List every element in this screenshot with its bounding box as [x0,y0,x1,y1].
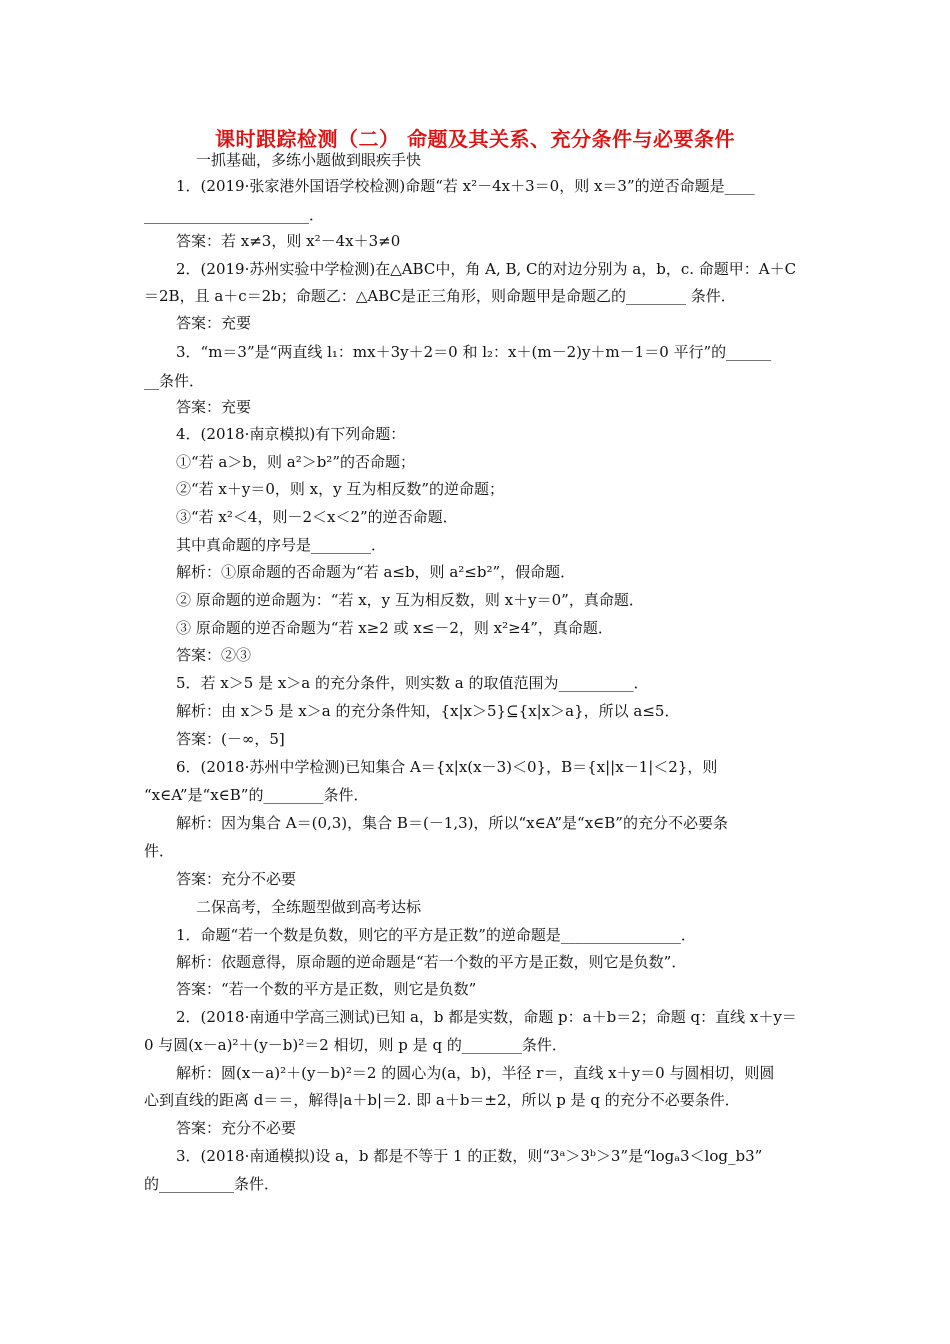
text-line: 解析：圆(x－a)²＋(y－b)²＝2 的圆心为(a，b)，半径 r＝，直线 x＋y＝0 与圆相切，则圆 [176,1064,775,1082]
text-line: 心到直线的距离 d＝＝，解得|a＋b|＝2. 即 a＋b＝±2，所以 p 是 q 的充分不必要条件． [144,1091,740,1109]
text-line: “x∈A”是“x∈B”的________条件． [144,786,369,804]
text-line: ③“若 x²＜4，则－2＜x＜2”的逆否命题． [176,508,458,526]
text-line: 答案：若 x≠3，则 x²－4x＋3≠0 [176,232,401,250]
text-line: 6．(2018·苏州中学检测)已知集合 A＝{x|x(x－3)＜0}，B＝{x||x－1|＜2}，则 [176,758,718,776]
text-line: 答案：充要 [176,314,252,332]
page-title: 课时跟踪检测（二） 命题及其关系、充分条件与必要条件 [215,127,735,151]
text-line: 0 与圆(x－a)²＋(y－b)²＝2 相切，则 p 是 q 的________条件． [144,1036,567,1054]
text-line: ＝2B，且 a＋c＝2b；命题乙：△ABC是正三角形，则命题甲是命题乙的________ 条件． [144,287,736,305]
text-line: 5．若 x＞5 是 x＞a 的充分条件，则实数 a 的取值范围为__________． [176,674,649,692]
text-line: 答案：“若一个数的平方是正数，则它是负数” [176,980,477,998]
text-line: ③ 原命题的逆否命题为“若 x≥2 或 x≤－2，则 x²≥4”，真命题． [176,619,613,637]
text-line: 1．(2019·张家港外国语学校检测)命题“若 x²－4x＋3＝0，则 x＝3”的逆否命题是____ [176,177,755,195]
text-line: 其中真命题的序号是________． [176,536,387,554]
text-line: 答案：充分不必要 [176,1119,297,1137]
text-line: 4．(2018·南京模拟)有下列命题： [176,425,406,443]
text-line: 答案：充分不必要 [176,870,297,888]
text-line: ② 原命题的逆命题为：“若 x，y 互为相反数，则 x＋y＝0”，真命题． [176,591,644,609]
text-line: 二保高考，全练题型做到高考达标 [196,898,422,916]
text-line: 2．(2018·南通中学高三测试)已知 a，b 都是实数，命题 p：a＋b＝2；命题 q：直线 x＋y＝ [176,1008,797,1026]
text-line: 答案：(－∞，5] [176,730,285,748]
text-line: 的__________条件． [144,1175,280,1193]
text-line: 解析：①原命题的否命题为“若 a≤b，则 a²≤b²”，假命题． [176,563,576,581]
text-line: __条件． [144,372,205,390]
text-line: 解析：依题意得，原命题的逆命题是“若一个数的平方是正数，则它是负数”． [176,953,687,971]
text-line: 件． [144,842,175,860]
text-line: 1．命题“若一个数是负数，则它的平方是正数”的逆命题是________________． [176,926,696,944]
text-line: 答案：充要 [176,398,252,416]
text-line: ______________________． [144,206,325,224]
text-line: ①“若 a＞b，则 a²＞b²”的否命题； [176,453,415,471]
text-line: ②“若 x＋y＝0，则 x，y 互为相反数”的逆命题； [176,480,505,498]
text-line: 3．(2018·南通模拟)设 a，b 都是不等于 1 的正数，则“3ᵃ＞3ᵇ＞3”是“logₐ3＜log_b3” [176,1147,763,1165]
text-line: 2．(2019·苏州实验中学检测)在△ABC中，角 A, B, C的对边分别为 a，b，c. 命题甲：A＋C [176,260,797,278]
text-line: 一抓基础，多练小题做到眼疾手快 [196,151,422,169]
text-line: 解析：因为集合 A＝(0,3)，集合 B＝(－1,3)，所以“x∈A”是“x∈B”的充分不必要条 [176,814,728,832]
text-line: 答案：②③ [176,646,252,664]
text-line: 3．“m＝3”是“两直线 l₁：mx＋3y＋2＝0 和 l₂：x＋(m－2)y＋m－1＝0 平行”的______ [176,343,772,361]
text-line: 解析：由 x＞5 是 x＞a 的充分条件知，{x|x＞5}⊆{x|x＞a}，所以 a≤5． [176,702,680,720]
